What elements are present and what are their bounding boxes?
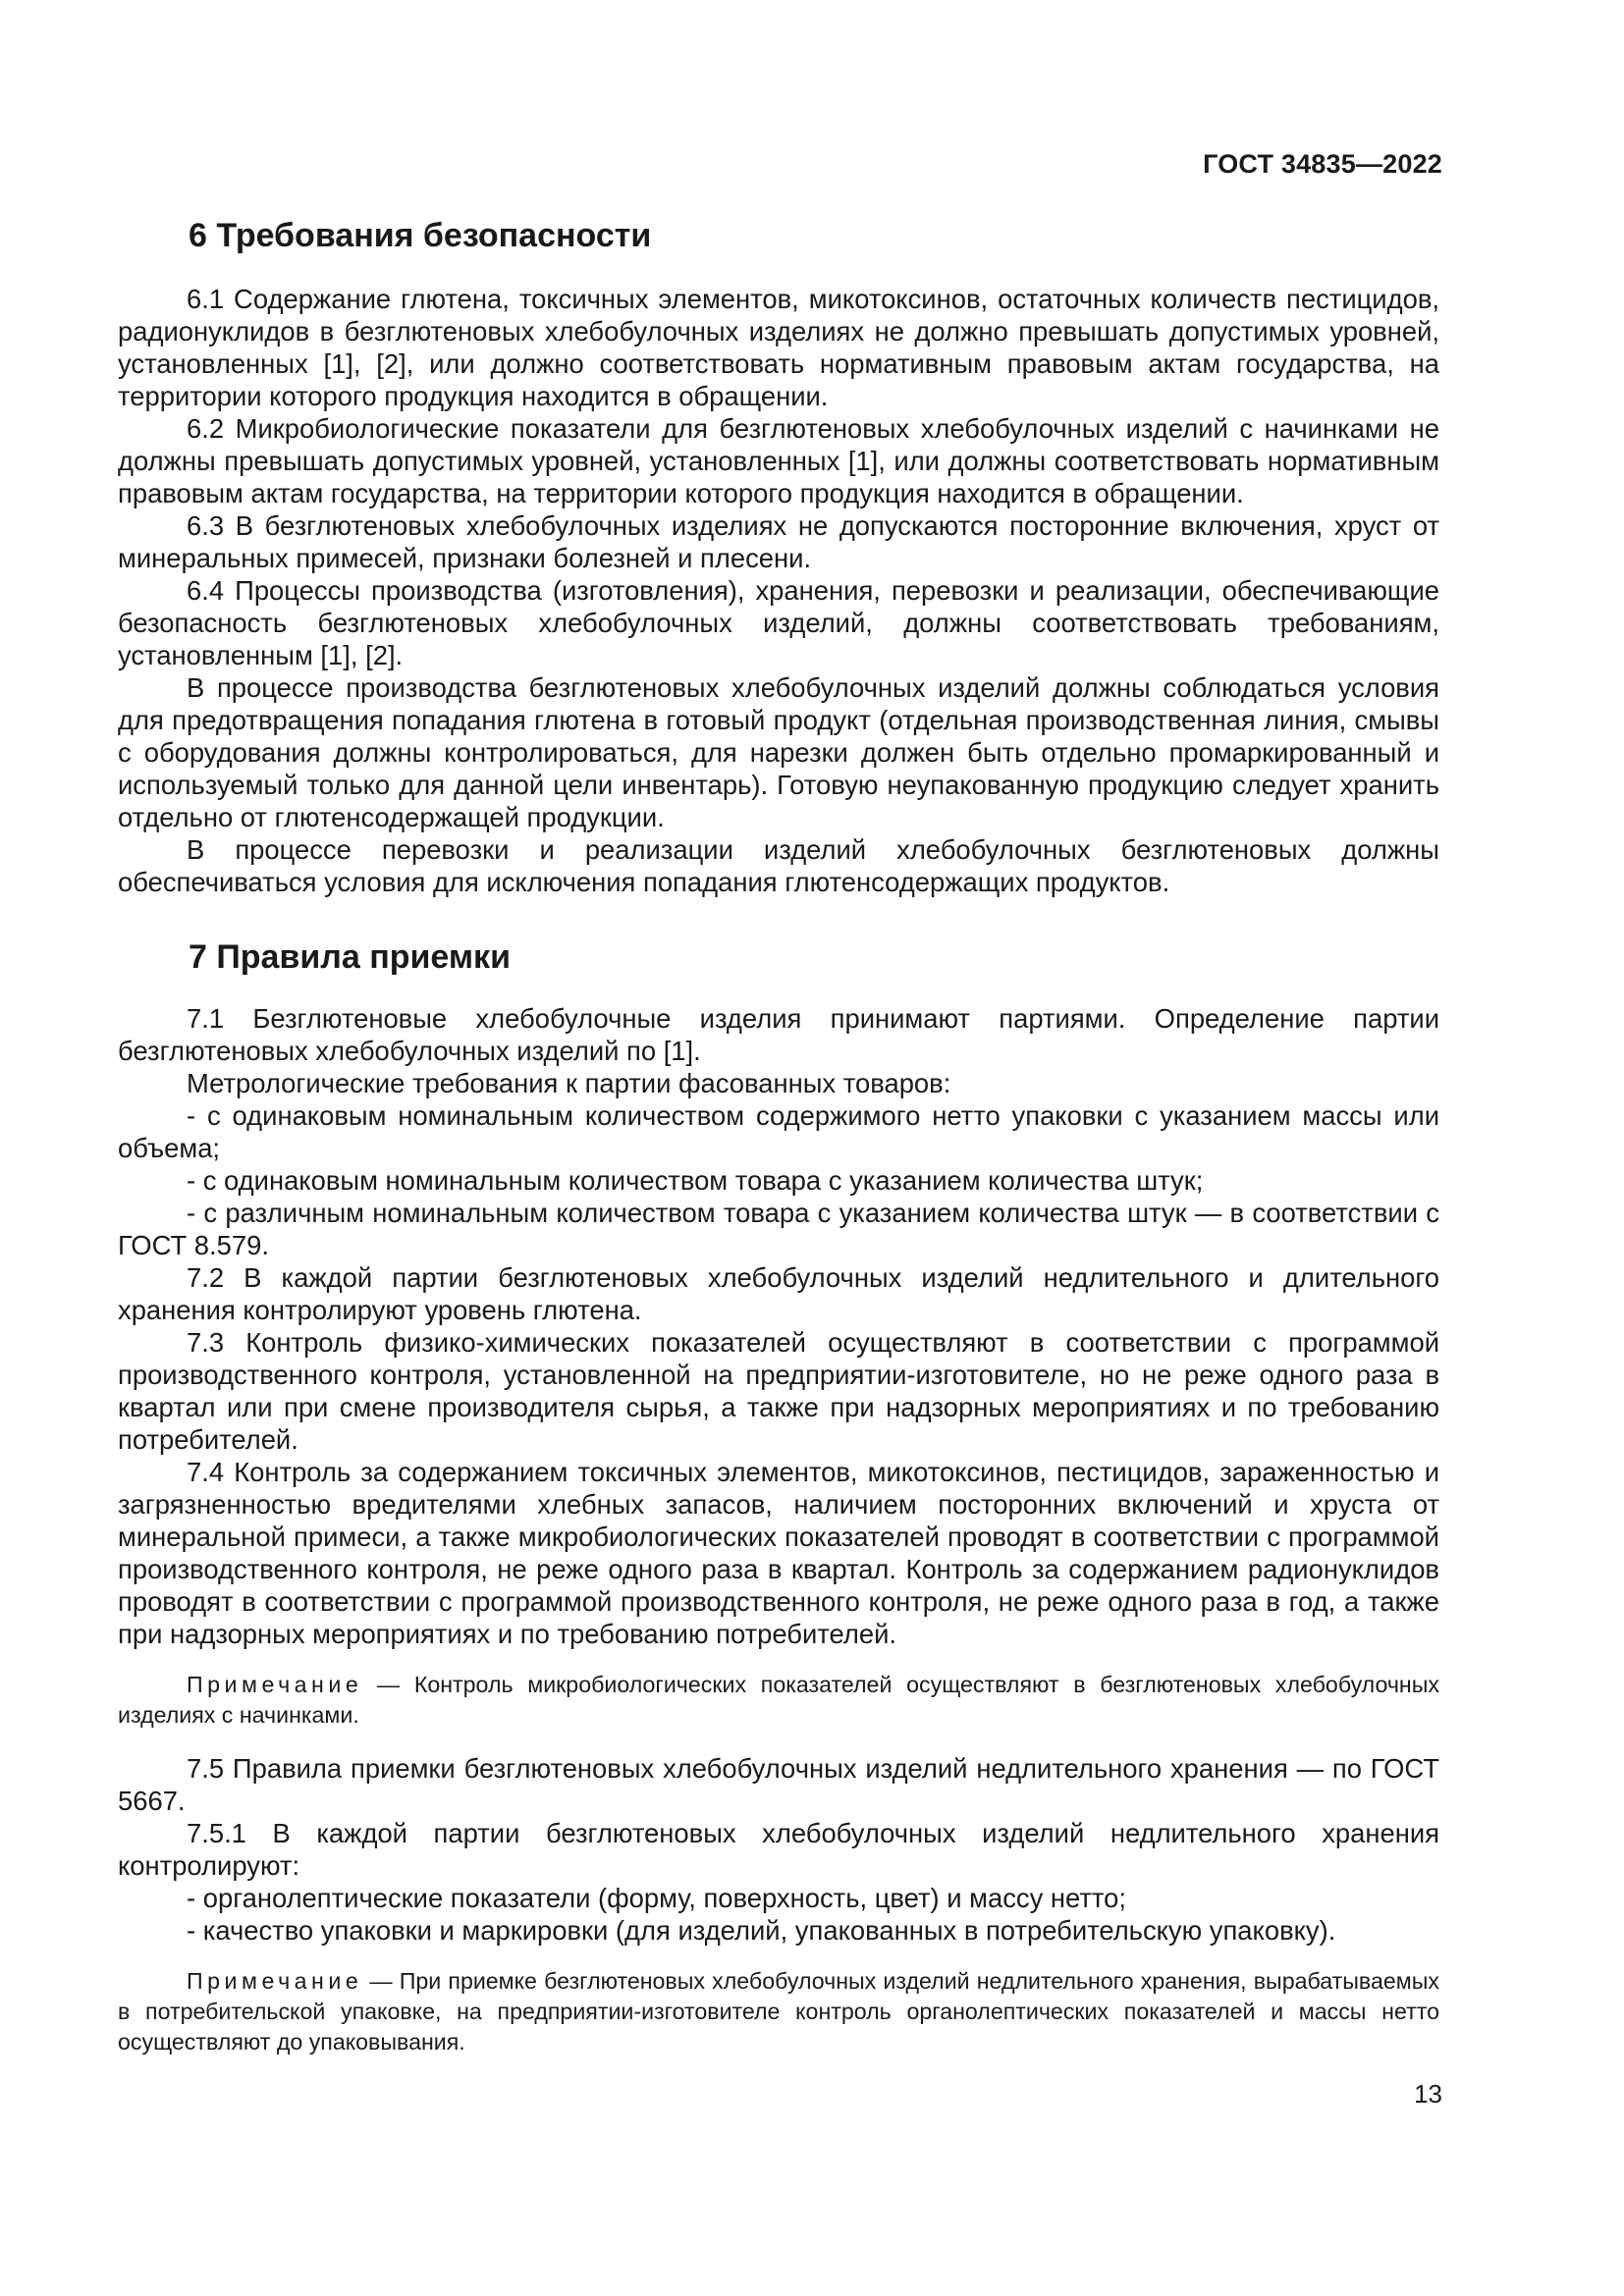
paragraph-6-3: 6.3 В безглютеновых хлебобулочных изделиях не допускаются посторонние включения, хруст от минеральных примесей, признаки болезней и плесени. (118, 510, 1439, 573)
paragraph-7-2: 7.2 В каждой партии безглютеновых хлебобулочных изделий недлительного и длительного хранения контролируют уровень глютена. (118, 1262, 1439, 1325)
paragraph-metrology-requirements: Метрологические требования к партии фасованных товаров: (187, 1068, 951, 1098)
page-content (118, 216, 1439, 2079)
section-7-title: 7 Правила приемки (189, 938, 511, 976)
paragraph-7-1: 7.1 Безглютеновые хлебобулочные изделия принимают партиями. Определение партии безглютеновых хлебобулочных изделий по [1]. (118, 1003, 1439, 1066)
section-6-title: 6 Требования безопасности (189, 217, 652, 254)
paragraph-6-4: 6.4 Процессы производства (изготовления), хранения, перевозки и реализации, обеспечивающие безопасность безглютеновых хлебобулочных изделий, должны соответствовать требованиям, установленным [1], [2]. (118, 575, 1439, 670)
paragraph-6-4-production: В процессе производства безглютеновых хлебобулочных изделий должны соблюдаться условия для предотвращения попадания глютена в готовый продукт (отдельная производственная линия, смывы с оборудования должны контролироваться, для нарезки должен быть отдельно промаркированный и используемый только для данной цели инвентарь). Готовую неупакованную продукцию следует хранить отдельно от глютенсодержащей продукции. (118, 672, 1439, 832)
note-text: — При приемке безглютеновых хлебобулочных изделий недлительного хранения, вырабатываемых в потребительской упаковке, на предприятии-изготовителе контроль органолептических показателей и массы нетто осуществляют до упаковывания. (118, 1968, 1439, 2055)
list-item-different-quantity: - с различным номинальным количеством товара с указанием количества штук — в соответствии с ГОСТ 8.579. (118, 1198, 1439, 1260)
paragraph-7-5: 7.5 Правила приемки безглютеновых хлебобулочных изделий недлительного хранения — по ГОСТ 5667. (118, 1753, 1439, 1816)
list-item-net-content: - с одинаковым номинальным количеством содержимого нетто упаковки с указанием массы или объема; (118, 1100, 1439, 1163)
note-microbiology (118, 1670, 1439, 1731)
note-label: Примечание (187, 1672, 363, 1697)
section-7-body (118, 1002, 1439, 2057)
list-item-packaging: - качество упаковки и маркировки (для изделий, упакованных в потребительскую упаковку). (187, 1915, 1336, 1946)
paragraph-7-5-1: 7.5.1 В каждой партии безглютеновых хлебобулочных изделий недлительного хранения контролируют: (118, 1818, 1439, 1881)
document-code: ГОСТ 34835—2022 (1203, 149, 1442, 179)
list-item-organoleptic: - органолептические показатели (форму, поверхность, цвет) и массу нетто; (187, 1883, 1126, 1913)
paragraph-7-4: 7.4 Контроль за содержанием токсичных элементов, микотоксинов, пестицидов, зараженностью и загрязненностью вредителями хлебных запасов, наличием посторонних включений и хруста от минеральной примеси, а также микробиологических показателей проводят в соответствии с программой производственного контроля, не реже одного раза в квартал. Контроль за содержанием радионуклидов проводят в соответствии с программой производственного контроля, не реже одного раза в год, а также при надзорных мероприятиях и по требованию потребителей. (118, 1457, 1439, 1649)
paragraph-6-1: 6.1 Содержание глютена, токсичных элементов, микотоксинов, остаточных количеств пестицидов, радионуклидов в безглютеновых хлебобулочных изделиях не должно превышать допустимых уровней, установленных [1], [2], или должно соответствовать нормативным правовым актам государства, на территории которого продукция находится в обращении. (118, 284, 1439, 411)
paragraph-7-3: 7.3 Контроль физико-химических показателей осуществляют в соответствии с программой производственного контроля, установленной на предприятии-изготовителе, но не реже одного раза в квартал или при смене производителя сырья, а также при надзорных мероприятиях и по требованию потребителей. (118, 1327, 1439, 1455)
note-text: — Контроль микробиологических показателей осуществляют в безглютеновых хлебобулочных изделиях с начинками. (118, 1672, 1439, 1728)
page-number: 13 (1414, 2079, 1442, 2109)
list-item-same-quantity: - с одинаковым номинальным количеством товара с указанием количества штук; (187, 1165, 1204, 1196)
note-acceptance (118, 1966, 1439, 2057)
paragraph-6-4-transport: В процессе перевозки и реализации изделий хлебобулочных безглютеновых должны обеспечиваться условия для исключения попадания глютенсодержащих продуктов. (118, 834, 1439, 897)
note-label: Примечание (187, 1968, 363, 1994)
paragraph-6-2: 6.2 Микробиологические показатели для безглютеновых хлебобулочных изделий с начинками не должны превышать допустимых уровней, установленных [1], или должны соответствовать нормативным правовым актам государства, на территории которого продукция находится в обращении. (118, 413, 1439, 508)
section-6-body (118, 283, 1439, 898)
